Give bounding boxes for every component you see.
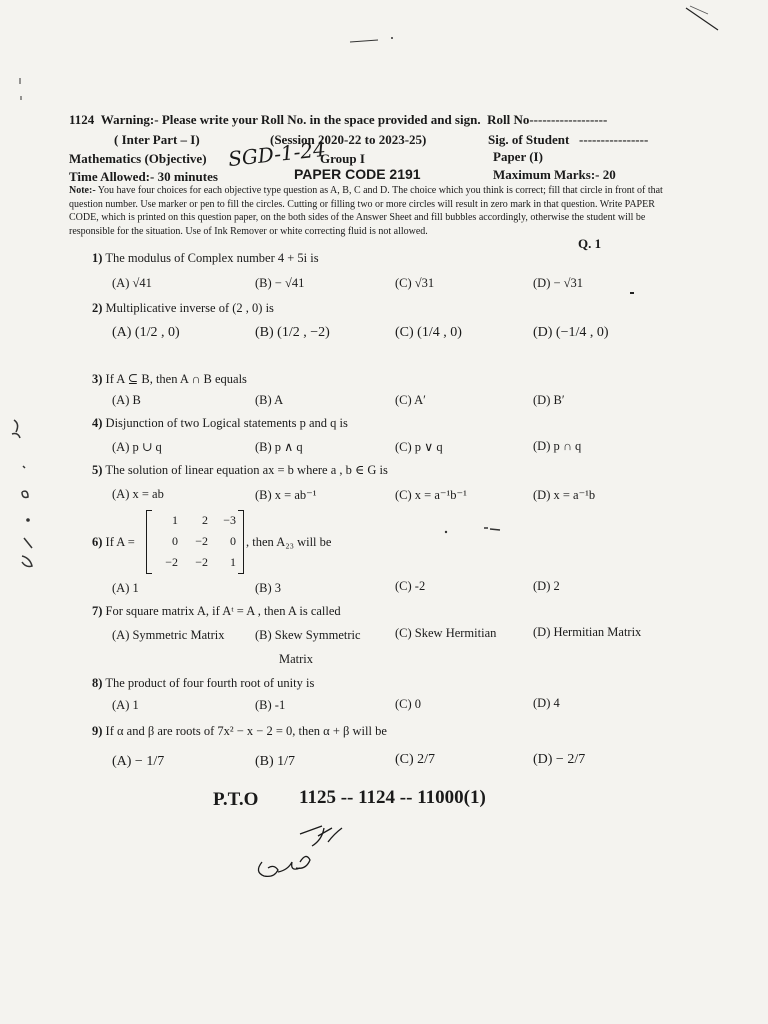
matrix-cell: 2 — [202, 513, 208, 527]
q7-option-b-wrap: Matrix — [279, 652, 314, 666]
q3-option-d: (D) B′ — [533, 393, 565, 407]
q6-option-a: (A) 1 — [112, 581, 139, 595]
question-number: 3) — [92, 372, 103, 386]
q1-option-c: (C) √31 — [395, 276, 435, 290]
question-9 — [92, 724, 387, 739]
q3-option-a: (A) B — [112, 393, 141, 407]
note-text: You have four choices for each objective type question as A, B, C and D. The choice which you think is correct; fill that circle in front of that question number. Use marker or pen to fill the circles. Cutting or filling two or more circles will result in zero mark in that question. Write PAPER CODE, which is printed on this question paper, on the both sides of the Answer Sheet and fill bubbles accordingly, otherwise the student will be responsible for the situation. Use of Ink Remover or white correcting fluid is not allowed. — [69, 185, 663, 237]
matrix-a — [146, 510, 244, 572]
question-number: 2) — [92, 301, 103, 315]
question-text: If α and β are roots of 7x² − x − 2 = 0, then α + β will be — [105, 724, 387, 738]
question-text: If A ⊆ B, then A ∩ B equals — [105, 372, 247, 386]
sig-of-student: Sig. of Student — [488, 132, 570, 147]
q6-option-d: (D) 2 — [533, 579, 560, 593]
question-text: Multiplicative inverse of (2 , 0) is — [105, 301, 274, 315]
question-text: The solution of linear equation ax = b where a , b ∈ G is — [105, 463, 388, 477]
q4-option-d: (D) p ∩ q — [533, 439, 582, 453]
question-2 — [92, 301, 274, 316]
question-text: For square matrix A, if Aᵗ = A , then A is called — [105, 604, 341, 618]
instructions-note — [69, 184, 669, 238]
q9-option-c: (C) 2/7 — [395, 752, 436, 767]
question-7 — [92, 604, 341, 619]
q7-option-a: (A) Symmetric Matrix — [112, 628, 225, 642]
question-text-before: If A = — [105, 535, 135, 549]
paper-code: PAPER CODE 2191 — [294, 166, 421, 182]
subject: Mathematics (Objective) — [69, 151, 207, 166]
question-number: 1) — [92, 251, 103, 265]
q2-option-a: (A) (1/2 , 0) — [112, 325, 180, 340]
question-number: 6) — [92, 535, 103, 549]
q6-option-c: (C) -2 — [395, 579, 426, 593]
roll-no-field: Roll No------------------ — [487, 112, 608, 127]
q1-option-b: (B) − √41 — [255, 276, 305, 290]
q1-option-d: (D) − √31 — [533, 276, 584, 290]
q3-option-c: (C) A′ — [395, 393, 426, 407]
inter-part: ( Inter Part – I) — [114, 132, 200, 147]
maximum-marks: Maximum Marks:- 20 — [493, 167, 616, 182]
question-6-intro — [92, 535, 135, 550]
q5-option-b: (B) x = ab⁻¹ — [255, 488, 317, 502]
matrix-cell: −2 — [195, 555, 208, 569]
question-number: 4) — [92, 416, 103, 430]
question-8 — [92, 676, 314, 691]
q7-option-c: (C) Skew Hermitian — [395, 626, 497, 640]
q8-option-b: (B) -1 — [255, 698, 286, 712]
sig-dashes: ---------------- — [579, 132, 649, 147]
q8-option-c: (C) 0 — [395, 697, 422, 711]
pto-label: P.T.O — [213, 789, 259, 810]
time-allowed: Time Allowed:- 30 minutes — [69, 169, 218, 184]
note-label: Note:- — [69, 185, 96, 196]
session: (Session 2020-22 to 2023-25) — [270, 132, 427, 147]
q8-option-d: (D) 4 — [533, 696, 560, 710]
q2-option-c: (C) (1/4 , 0) — [395, 325, 462, 340]
group: Group I — [320, 151, 365, 166]
paper-serial: 1124 — [69, 112, 95, 127]
question-text: Disjunction of two Logical statements p and q is — [105, 416, 348, 430]
q3-option-b: (B) A — [255, 393, 284, 407]
matrix-cell: −2 — [165, 555, 178, 569]
question-5 — [92, 462, 388, 478]
question-number: 8) — [92, 676, 103, 690]
matrix-cell: −2 — [195, 534, 208, 548]
roll-warning: Warning:- Please write your Roll No. in the space provided and sign. — [100, 112, 481, 127]
q7-option-d: (D) Hermitian Matrix — [533, 625, 642, 639]
question-text: The modulus of Complex number 4 + 5i is — [105, 251, 319, 265]
matrix-right-bracket — [238, 510, 244, 574]
q7-option-b: (B) Skew Symmetric — [255, 628, 361, 642]
handwritten-code: SGD-1-24 — [227, 136, 327, 172]
question-number: 9) — [92, 724, 103, 738]
q5-option-a: (A) x = ab — [112, 487, 164, 501]
question-label: Q. 1 — [578, 236, 602, 251]
q4-option-c: (C) p ∨ q — [395, 440, 443, 454]
q1-option-a: (A) √41 — [112, 276, 152, 290]
question-text: The product of four fourth root of unity is — [105, 676, 315, 690]
question-1 — [92, 251, 319, 266]
q6-option-b: (B) 3 — [255, 581, 282, 595]
q5-option-d: (D) x = a⁻¹b — [533, 488, 596, 502]
matrix-cell: 1 — [172, 513, 178, 527]
q2-option-b: (B) (1/2 , −2) — [255, 325, 330, 340]
q9-option-d: (D) − 2/7 — [533, 752, 586, 767]
q4-option-b: (B) p ∧ q — [255, 440, 303, 454]
q2-option-d: (D) (−1/4 , 0) — [533, 325, 609, 340]
q4-option-a: (A) p ∪ q — [112, 440, 162, 454]
paper-number: Paper (I) — [493, 149, 543, 164]
q9-option-a: (A) − 1/7 — [112, 754, 165, 769]
question-number: 7) — [92, 604, 103, 618]
q9-option-b: (B) 1/7 — [255, 754, 296, 769]
question-6-text-after: , then A₂₃ will be — [246, 535, 332, 549]
q8-option-a: (A) 1 — [112, 698, 139, 712]
matrix-cell: 0 — [172, 534, 178, 548]
matrix-cell: 0 — [230, 534, 236, 548]
question-4 — [92, 416, 348, 431]
question-3 — [92, 371, 247, 387]
question-number: 5) — [92, 463, 103, 477]
footer-codes: 1125 -- 1124 -- 11000(1) — [299, 787, 486, 808]
q5-option-c: (C) x = a⁻¹b⁻¹ — [395, 488, 467, 502]
matrix-cell: −3 — [223, 513, 236, 527]
matrix-cell: 1 — [230, 555, 236, 569]
